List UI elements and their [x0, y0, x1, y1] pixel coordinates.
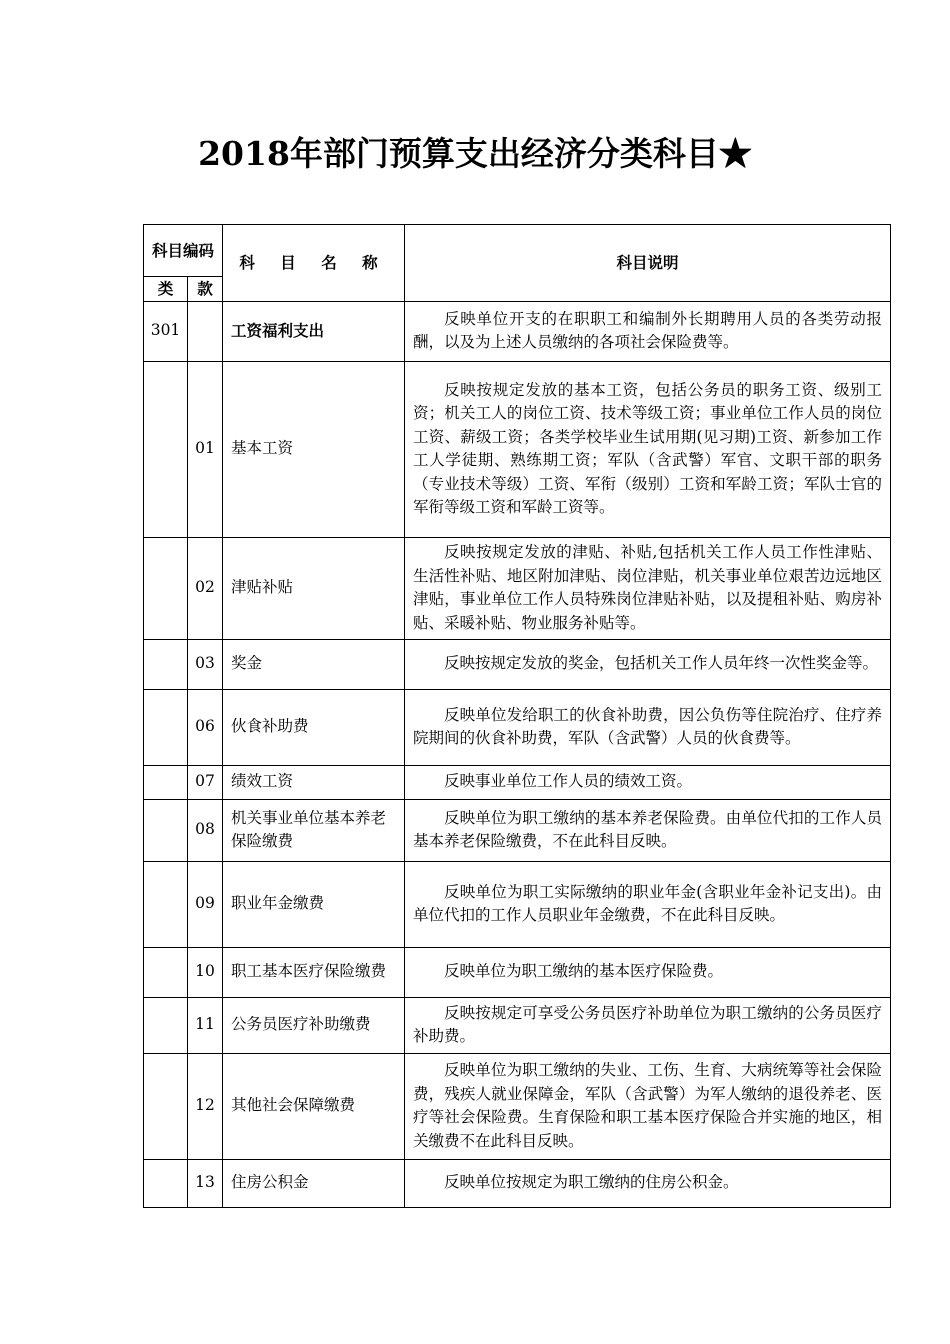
header-name-cell — [223, 225, 405, 302]
row-lei-code — [144, 947, 188, 997]
row-subject-description: 反映按规定发放的奖金，包括机关工作人员年终一次性奖金等。 — [405, 639, 891, 689]
table-row — [144, 1159, 891, 1207]
header-kuan-cell: 款 — [188, 277, 223, 302]
header-code-cell: 科目编码 — [144, 225, 223, 277]
table-row — [144, 689, 891, 765]
row-kuan-code: 12 — [188, 1053, 223, 1159]
row-kuan-code: 02 — [188, 537, 223, 639]
table-body — [144, 225, 891, 1208]
budget-table — [143, 224, 891, 1208]
row-subject-name: 其他社会保障缴费 — [223, 1053, 405, 1159]
row-subject-name: 基本工资 — [223, 361, 405, 537]
table-row — [144, 1053, 891, 1159]
row-subject-name: 工资福利支出 — [223, 301, 405, 361]
row-lei-code — [144, 361, 188, 537]
row-subject-description: 反映单位发给职工的伙食补助费，因公负伤等住院治疗、住疗养院期间的伙食补助费，军队（含武警）人员的伙食费等。 — [405, 689, 891, 765]
row-kuan-code: 10 — [188, 947, 223, 997]
table-row — [144, 997, 891, 1053]
row-lei-code — [144, 1159, 188, 1207]
row-subject-name: 绩效工资 — [223, 765, 405, 799]
row-lei-code: 301 — [144, 301, 188, 361]
row-subject-name: 职业年金缴费 — [223, 861, 405, 947]
table-row — [144, 639, 891, 689]
table-row — [144, 537, 891, 639]
row-subject-description: 反映按规定发放的津贴、补贴,包括机关工作人员工作性津贴、生活性补贴、地区附加津贴、岗位津贴，机关事业单位艰苦边远地区津贴，事业单位工作人员特殊岗位津贴补贴，以及提租补贴、购房补贴、采暖补贴、物业服务补贴等。 — [405, 537, 891, 639]
row-subject-description: 反映单位为职工缴纳的失业、工伤、生育、大病统筹等社会保险费，残疾人就业保障金，军队（含武警）为军人缴纳的退役养老、医疗等社会保险费。生育保险和职工基本医疗保险合并实施的地区，相关缴费不在此科目反映。 — [405, 1053, 891, 1159]
row-lei-code — [144, 1053, 188, 1159]
row-kuan-code: 03 — [188, 639, 223, 689]
row-lei-code — [144, 765, 188, 799]
header-desc-cell: 科目说明 — [405, 225, 891, 302]
table-row — [144, 301, 891, 361]
row-subject-description: 反映按规定发放的基本工资，包括公务员的职务工资、级别工资；机关工人的岗位工资、技术等级工资；事业单位工作人员的岗位工资、薪级工资；各类学校毕业生试用期(见习期)工资、新参加工作工人学徒期、熟练期工资；军队（含武警）军官、文职干部的职务（专业技术等级）工资、军衔（级别）工资和军龄工资；军队士官的军衔等级工资和军龄工资等。 — [405, 361, 891, 537]
table-row — [144, 861, 891, 947]
row-kuan-code: 07 — [188, 765, 223, 799]
row-subject-description: 反映单位为职工缴纳的基本医疗保险费。 — [405, 947, 891, 997]
row-kuan-code: 11 — [188, 997, 223, 1053]
row-lei-code — [144, 537, 188, 639]
row-subject-description: 反映单位开支的在职职工和编制外长期聘用人员的各类劳动报酬，以及为上述人员缴纳的各项社会保险费等。 — [405, 301, 891, 361]
row-subject-name: 津贴补贴 — [223, 537, 405, 639]
header-lei-cell: 类 — [144, 277, 188, 302]
row-kuan-code: 08 — [188, 799, 223, 861]
row-lei-code — [144, 861, 188, 947]
row-kuan-code: 09 — [188, 861, 223, 947]
row-kuan-code: 13 — [188, 1159, 223, 1207]
row-subject-description: 反映单位为职工缴纳的基本养老保险费。由单位代扣的工作人员基本养老保险缴费，不在此科目反映。 — [405, 799, 891, 861]
row-kuan-code — [188, 301, 223, 361]
table-row — [144, 799, 891, 861]
row-subject-description: 反映单位为职工实际缴纳的职业年金(含职业年金补记支出)。由单位代扣的工作人员职业年金缴费，不在此科目反映。 — [405, 861, 891, 947]
row-subject-name: 伙食补助费 — [223, 689, 405, 765]
row-lei-code — [144, 689, 188, 765]
row-subject-description: 反映单位按规定为职工缴纳的住房公积金。 — [405, 1159, 891, 1207]
header-row — [144, 225, 891, 277]
row-subject-name: 机关事业单位基本养老保险缴费 — [223, 799, 405, 861]
row-subject-name: 住房公积金 — [223, 1159, 405, 1207]
header-name-label: 科 目 名 称 — [239, 253, 388, 272]
row-lei-code — [144, 639, 188, 689]
row-lei-code — [144, 997, 188, 1053]
table-row — [144, 947, 891, 997]
row-subject-name: 职工基本医疗保险缴费 — [223, 947, 405, 997]
row-subject-description: 反映事业单位工作人员的绩效工资。 — [405, 765, 891, 799]
table-row — [144, 361, 891, 537]
row-kuan-code: 06 — [188, 689, 223, 765]
table-row — [144, 765, 891, 799]
row-lei-code — [144, 799, 188, 861]
row-subject-name: 公务员医疗补助缴费 — [223, 997, 405, 1053]
row-kuan-code: 01 — [188, 361, 223, 537]
row-subject-name: 奖金 — [223, 639, 405, 689]
page-title: 2018年部门预算支出经济分类科目★ — [198, 134, 752, 173]
row-subject-description: 反映按规定可享受公务员医疗补助单位为职工缴纳的公务员医疗补助费。 — [405, 997, 891, 1053]
